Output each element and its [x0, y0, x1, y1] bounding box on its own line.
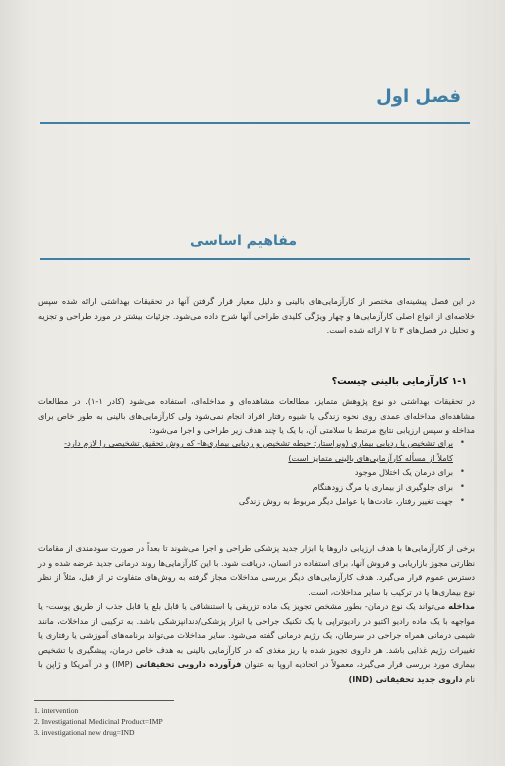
ind-abbrev: (IND) — [348, 673, 376, 684]
footnote-divider — [34, 700, 174, 701]
list-item — [60, 494, 465, 509]
ind-term: داروی جدید تحقیقاتی — [375, 673, 463, 684]
chapter-title-rule — [40, 122, 470, 124]
subsection-heading: ۱-۱ کارآزمایی بالینی چیست؟ — [331, 376, 467, 387]
list-item — [60, 465, 465, 480]
list-item-text: برای تشخیص یا ردیابی بیماری (ویراستار: حیطه تشخیص و ردیابی بیماری‌ها- که روش تحقیق تشخیصی را لازم دارد- کاملاً از مسأله کارآزمایی‌های بالینی متمایز است) — [64, 438, 453, 463]
section-title: مفاهیم اساسی — [190, 233, 298, 249]
subsection-paragraph: در تحقیقات بهداشتی دو نوع پژوهش متمایز، مطالعات مشاهده‌ای و مداخله‌ای، استفاده می‌شود (کادر ۱-۱). در مطالعات مشاهده‌ای مداخله‌ای عمدی روی نحوه زندگی یا شیوه رفتار افراد انجام نمی‌شود ولی کارآزمایی‌های بالینی به طور خاص برای مداخله و سپس ارزیابی نتایج مرتبط با سلامتی آن، با یک یا چند هدف زیر طراحی و اجرا می‌شود: — [38, 396, 475, 436]
page-edge-shadow — [494, 200, 497, 740]
bullet-icon: • — [459, 496, 465, 507]
section-title-rule — [40, 258, 470, 260]
intervention-term: مداخله — [448, 601, 475, 611]
intervention-text: می‌تواند یک نوع درمان- بطور مشخص تجویز یک ماده تزریقی یا استنشاقی یا قابل بلع یا قابل جذب از طریق پوست- یا مواجهه با یک ماده رادیو اکتیو در رادیوتراپی یا یک تکنیک جراحی یا ابزار پزشکی/دندانپزشکی باشد. به ترکیبی از مداخلات، مانند شیمی درمانی همراه جراحی در سرطان، یک رژیم درمانی گفته می‌شود. سایر مداخلات می‌تواند برنامه‌های آموزشی یا رفتاری یا تغییرات رژیم غذایی باشد. هر داروی تجویز شده یا ریز مغذی که در کارآزمایی بالینی به هدف خاص درمان، پیشگیری یا تشخیص بیماری مورد بررسی قرار می‌گیرد، معمولاً در اتحادیه اروپا به عنوان — [38, 601, 476, 670]
imp-term: فرآورده دارویی تحقیقاتی — [135, 659, 242, 670]
list-item-text: برای درمان یک اختلال موجود — [354, 467, 453, 478]
footnote-item: 3. investigational new drug=IND — [34, 728, 135, 738]
intro-paragraph: در این فصل پیشینه‌ای مختصر از کارآزمایی‌های بالینی و دلیل معیار قرار گرفتن آنها در تحقیقات بهداشتی ارائه شده سپس خلاصه‌ای از انواع اصلی کارآزمایی‌ها و چهار ویژگی کلیدی طراحی آنها شرح داده می‌شود. جزئیات بیشتر در مورد طراحی و تجزیه و تحلیل در فصل‌های ۳ تا ۷ ارائه شده است. — [38, 296, 475, 336]
bullet-icon: • — [459, 481, 465, 492]
footnote-item: 2. Investigational Medicinal Product=IMP — [34, 717, 163, 727]
footnotes — [34, 705, 163, 739]
list-item-text: جهت تغییر رفتار، عادت‌ها یا عوامل دیگر مربوط به روش زندگی — [238, 496, 453, 507]
list-item — [60, 480, 465, 495]
bullet-icon: • — [459, 467, 465, 478]
intervention-text-mid: (IMP) و در آمریکا و ژاپن با نام — [38, 659, 475, 684]
intervention-paragraph — [38, 599, 475, 687]
trials-paragraph: برخی از کارآزمایی‌ها با هدف ارزیابی داروها یا ابزار جدید پزشکی طراحی و اجرا می‌شوند تا بعداً در صورت سودمندی از مقامات نظارتی مجوز بازاریابی و فروش آنها، برای استفاده در انسان، دریافت شود. با این کارآزمایی‌ها روند درمانی جدید عرضه شده و در دسترس عموم قرار می‌گیرد. هدف کارآزمایی‌های دیگر بررسی مداخلات مجاز گرفته به روش‌های متفاوت تر از قبل، مثلاً از نظر نوع بیماری‌ها یا در ترکیب با سایر مداخلات، است. — [38, 543, 475, 597]
objectives-list — [60, 436, 465, 509]
chapter-title: فصل اول — [376, 86, 461, 107]
list-item-text: برای جلوگیری از بیماری یا مرگ زودهنگام — [312, 481, 453, 492]
bullet-icon: • — [459, 438, 465, 448]
footnote-item: 1. intervention — [34, 706, 79, 715]
list-item — [60, 436, 465, 465]
